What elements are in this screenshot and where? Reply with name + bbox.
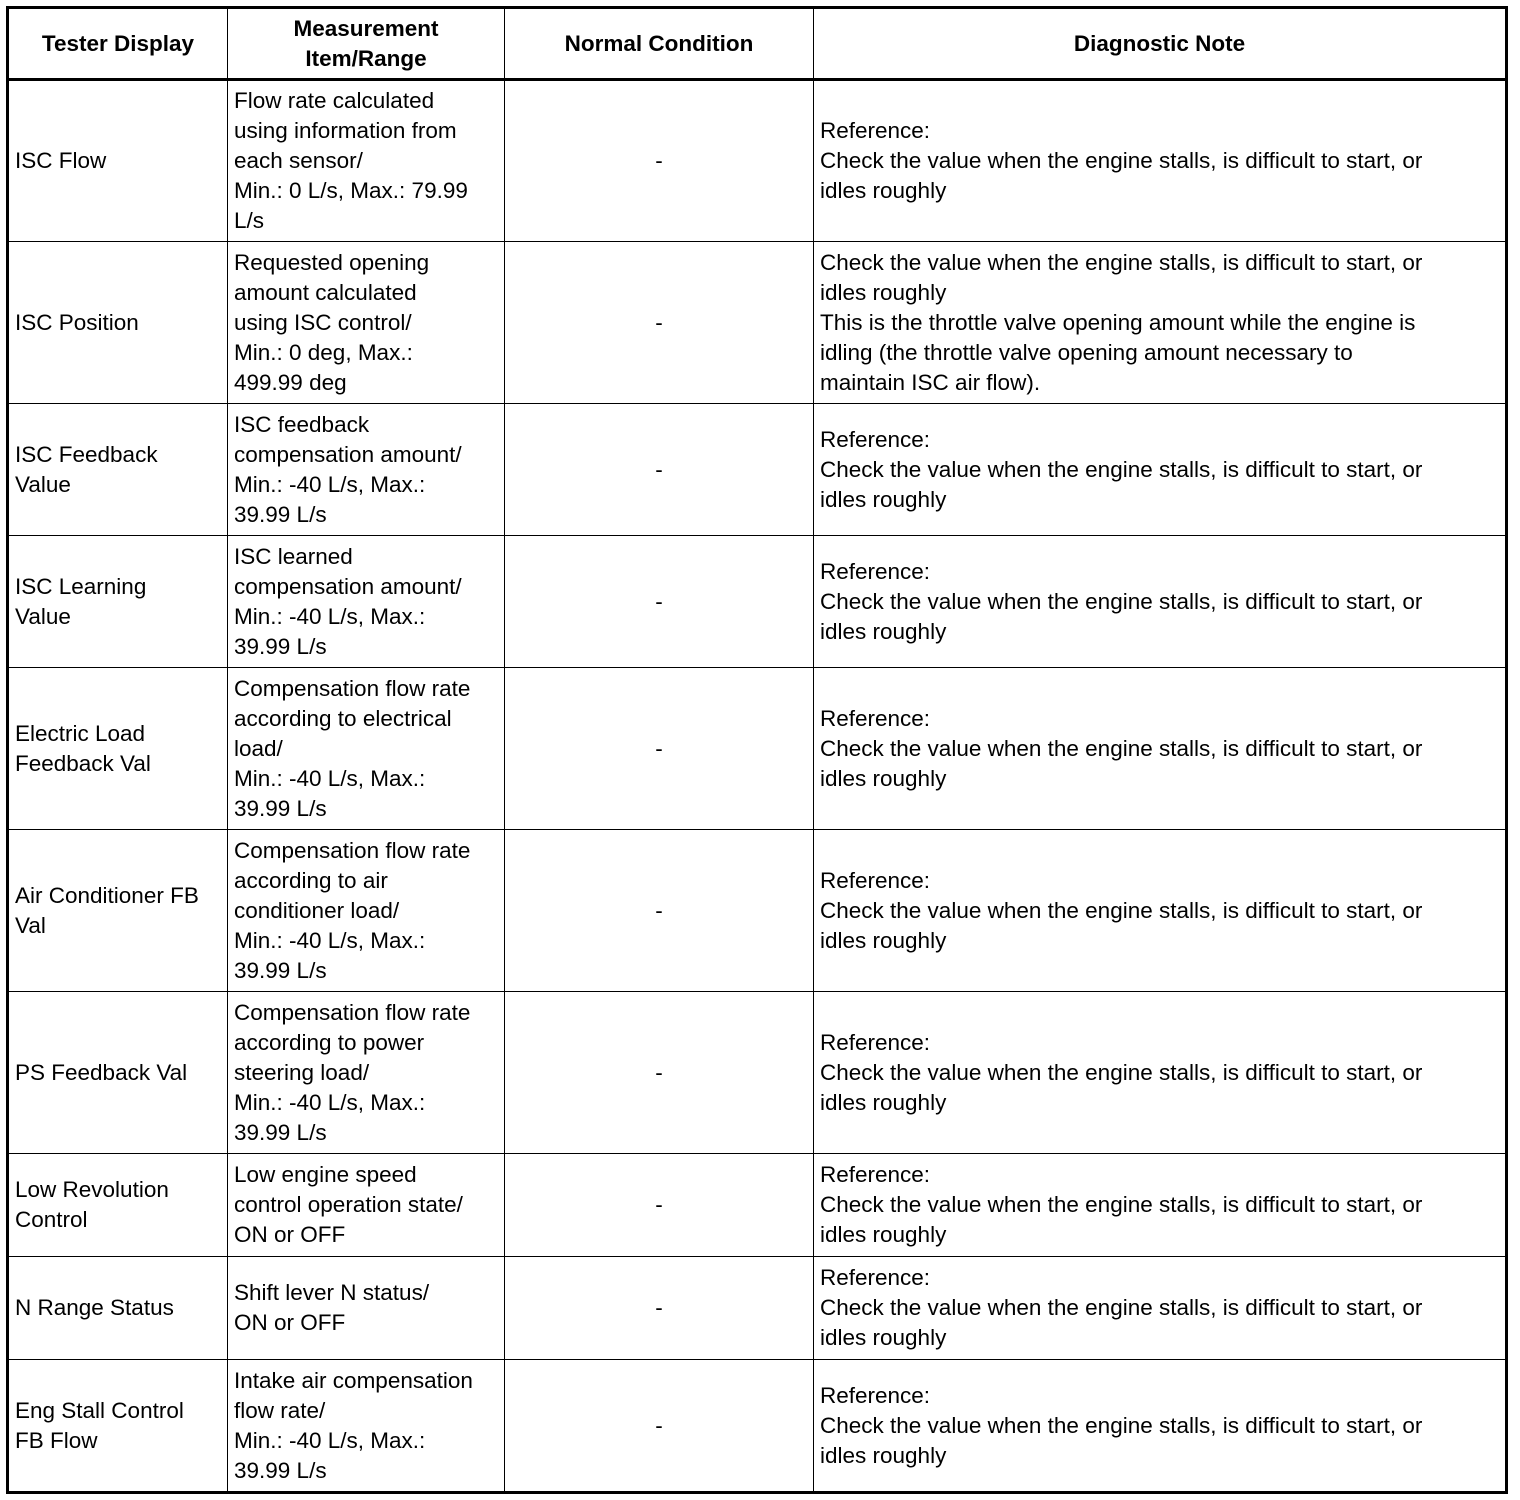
measurement-cell: Flow rate calculated using information from each sensor/ Min.: 0 L/s, Max.: 79.99 L/s <box>228 80 505 242</box>
diagnostic-note-cell: Reference: Check the value when the engine stalls, is difficult to start, or idles roughly <box>814 1360 1507 1493</box>
diagnostic-note-cell: Reference: Check the value when the engine stalls, is difficult to start, or idles roughly <box>814 992 1507 1154</box>
normal-condition-cell: - <box>505 404 814 536</box>
measurement-cell: ISC feedback compensation amount/ Min.: -40 L/s, Max.: 39.99 L/s <box>228 404 505 536</box>
measurement-cell: Shift lever N status/ ON or OFF <box>228 1257 505 1360</box>
tester-display-cell: N Range Status <box>8 1257 228 1360</box>
normal-condition-cell: - <box>505 242 814 404</box>
normal-condition-cell: - <box>505 1360 814 1493</box>
table-row <box>8 1154 1507 1257</box>
normal-condition-cell: - <box>505 536 814 668</box>
measurement-cell: Requested opening amount calculated using ISC control/ Min.: 0 deg, Max.: 499.99 deg <box>228 242 505 404</box>
normal-condition-cell: - <box>505 1154 814 1257</box>
table-row <box>8 992 1507 1154</box>
tester-display-cell: Eng Stall Control FB Flow <box>8 1360 228 1493</box>
tester-display-cell: ISC Position <box>8 242 228 404</box>
measurement-cell: Low engine speed control operation state/ ON or OFF <box>228 1154 505 1257</box>
header-row <box>8 8 1507 80</box>
tester-display-cell: ISC Learning Value <box>8 536 228 668</box>
normal-condition-cell: - <box>505 80 814 242</box>
header-normal-condition: Normal Condition <box>505 8 814 80</box>
table-row <box>8 1360 1507 1493</box>
header-diagnostic-note: Diagnostic Note <box>814 8 1507 80</box>
diagnostic-note-cell: Reference: Check the value when the engine stalls, is difficult to start, or idles roughly <box>814 80 1507 242</box>
tester-display-cell: Low Revolution Control <box>8 1154 228 1257</box>
normal-condition-cell: - <box>505 668 814 830</box>
table-row <box>8 404 1507 536</box>
measurement-cell: Compensation flow rate according to electrical load/ Min.: -40 L/s, Max.: 39.99 L/s <box>228 668 505 830</box>
tester-display-cell: Air Conditioner FB Val <box>8 830 228 992</box>
table-row <box>8 536 1507 668</box>
table-row <box>8 80 1507 242</box>
diagnostic-note-cell: Reference: Check the value when the engine stalls, is difficult to start, or idles roughly <box>814 1257 1507 1360</box>
table-row <box>8 242 1507 404</box>
measurement-cell: Compensation flow rate according to air conditioner load/ Min.: -40 L/s, Max.: 39.99 L/s <box>228 830 505 992</box>
measurement-cell: Compensation flow rate according to power steering load/ Min.: -40 L/s, Max.: 39.99 L/s <box>228 992 505 1154</box>
tester-display-cell: Electric Load Feedback Val <box>8 668 228 830</box>
diagnostic-note-cell: Reference: Check the value when the engine stalls, is difficult to start, or idles roughly <box>814 668 1507 830</box>
tester-display-cell: ISC Feedback Value <box>8 404 228 536</box>
normal-condition-cell: - <box>505 992 814 1154</box>
diagnostic-note-cell: Reference: Check the value when the engine stalls, is difficult to start, or idles roughly <box>814 536 1507 668</box>
diagnostic-note-cell: Reference: Check the value when the engine stalls, is difficult to start, or idles roughly <box>814 830 1507 992</box>
measurement-cell: ISC learned compensation amount/ Min.: -40 L/s, Max.: 39.99 L/s <box>228 536 505 668</box>
table-row <box>8 1257 1507 1360</box>
diagnostic-note-cell: Reference: Check the value when the engine stalls, is difficult to start, or idles roughly <box>814 404 1507 536</box>
tester-display-cell: PS Feedback Val <box>8 992 228 1154</box>
normal-condition-cell: - <box>505 830 814 992</box>
normal-condition-cell: - <box>505 1257 814 1360</box>
data-list-table <box>6 6 1508 1494</box>
table-row <box>8 830 1507 992</box>
diagnostic-note-cell: Check the value when the engine stalls, is difficult to start, or idles roughly This is the throttle valve opening amount while the engine is idling (the throttle valve opening amount necessary to maintain ISC air flow). <box>814 242 1507 404</box>
header-measurement-item-range: Measurement Item/Range <box>228 8 505 80</box>
tester-display-cell: ISC Flow <box>8 80 228 242</box>
table-row <box>8 668 1507 830</box>
diagnostic-note-cell: Reference: Check the value when the engine stalls, is difficult to start, or idles roughly <box>814 1154 1507 1257</box>
header-tester-display: Tester Display <box>8 8 228 80</box>
measurement-cell: Intake air compensation flow rate/ Min.: -40 L/s, Max.: 39.99 L/s <box>228 1360 505 1493</box>
